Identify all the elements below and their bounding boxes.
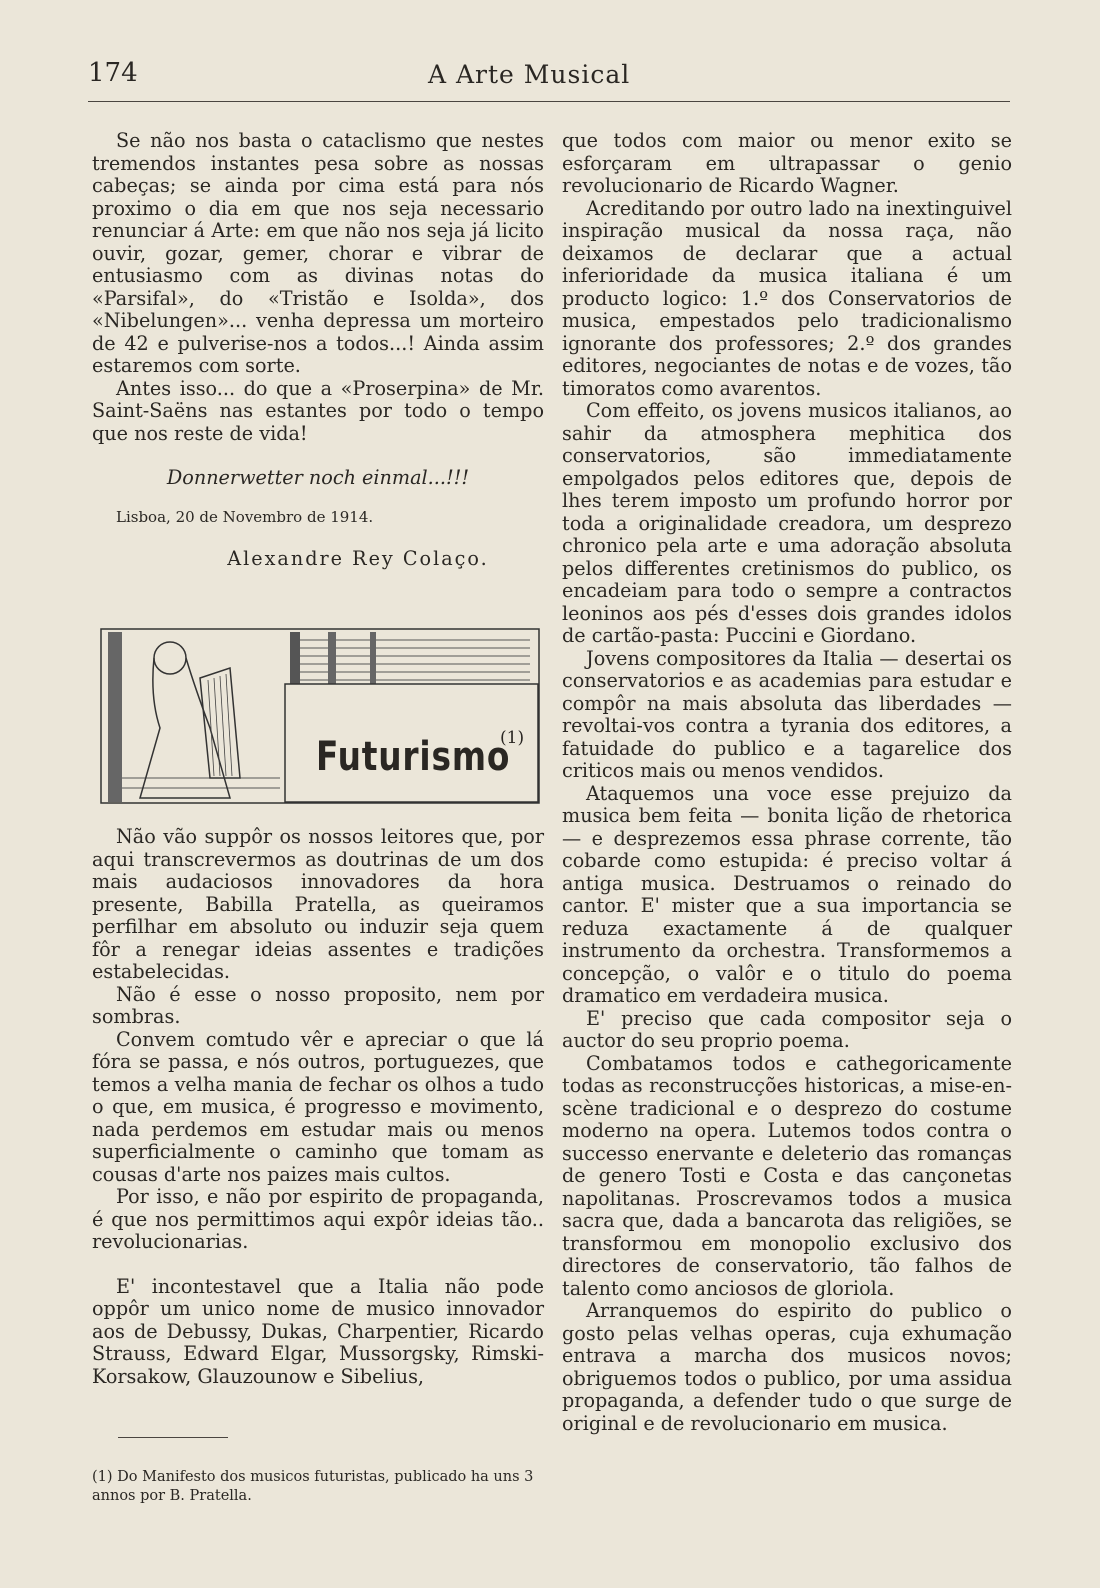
paragraph: Arranquemos do espirito do publico o gosto pelas velhas operas, cuja exhumação entrava a marcha dos musicos novos; obriguemos todos o publico, por uma assidua propaganda, a defender tudo o que surge de original e de revolucionario em musica. xyxy=(562,1299,1012,1435)
paragraph: Se não nos basta o cataclismo que nestes tremendos instantes pesa sobre as nossas cabeças; se ainda por cima está para nós proximo o dia em que nos seja necessario renunciar á Arte: em que não nos seja já licito ouvir, gozar, gemer, chorar e vibrar de entusiasmo com as divinas notas do «Parsifal», do «Tristão e Isolda», dos «Nibelungen»... venha depressa um morteiro de 42 e pulverise-nos a todos...! Ainda assim estaremos com sorte. xyxy=(92,129,544,377)
exclamation: Donnerwetter noch einmal...!!! xyxy=(166,466,470,489)
paragraph: Não é esse o nosso proposito, nem por sombras. xyxy=(92,982,544,1028)
paragraph: Não vão suppôr os nossos leitores que, por aqui transcrevermos as doutrinas de um dos mais audaciosos innovadores da hora presente, Babilla Pratella, as queiramos perfilhar em absoluto ou induzir seja quem fôr a renegar ideias assentes e tradições estabelecidas. xyxy=(92,825,544,983)
dateline: Lisboa, 20 de Novembro de 1914. xyxy=(116,507,374,526)
header-rule xyxy=(88,101,1010,102)
paragraph: Combatamos todos e cathegoricamente todas as reconstrucções historicas, a mise-en-scène tradicional e o desprezo do costume moderno na opera. Lutemos todos contra o successo enervante e deleterio das romanças de genero Tosti e Costa e das cançonetas napolitanas. Proscrevamos todos a musica sacra que, dada a bancarota das religiões, se transformou em monopolio exclusivo dos directores de conservatorio, tão falhos de talento como anciosos de gloriola. xyxy=(562,1051,1012,1300)
paragraph: Antes isso... do que a «Proserpina» de Mr. Saint-Saëns nas estantes por todo o tempo que nos reste de vida! xyxy=(92,376,544,445)
author-signature: Alexandre Rey Colaço. xyxy=(227,547,489,570)
paragraph: Ataquemos una voce esse prejuizo da musica bem feita — bonita lição de rhetorica — e desprezemos essa phrase corrente, tão cobarde como estupida: é preciso voltar á antiga musica. Destruamos o reinado do cantor. E' mister que a sua importancia se reduza exactamente á de qualquer instrumento da orchestra. Transformemos a concepção, o valôr e o titulo do poema dramatico em verdadeira musica. xyxy=(562,781,1012,1007)
paragraph: E' preciso que cada compositor seja o auctor do seu proprio poema. xyxy=(562,1006,1012,1052)
left-column-bottom xyxy=(92,826,544,1388)
page-number: 174 xyxy=(88,58,138,88)
paragraph: que todos com maior ou menor exito se esforçaram em ultrapassar o genio revolucionario de Ricardo Wagner. xyxy=(562,129,1012,197)
paragraph: Convem comtudo vêr e apreciar o que lá fóra se passa, e nós outros, portuguezes, que temos a velha mania de fechar os olhos a tudo o que, em musica, é progresso e movimento, nada perdemos em estudar mais ou menos superficialmente o caminho que tomam as cousas d'arte nos paizes mais cultos. xyxy=(92,1027,544,1186)
right-column xyxy=(562,130,1012,1435)
footnote-rule xyxy=(118,1437,228,1438)
footnote: (1) Do Manifesto dos musicos futuristas, publicado ha uns 3 annos por B. Pratella. xyxy=(92,1469,534,1504)
paragraph: Acreditando por outro lado na inextinguivel inspiração musical da nossa raça, não deixamos de declarar que a actual inferioridade da musica italiana é um producto logico: 1.º dos Conservatorios de musica, empestados pelo tradicionalismo ignorante dos professores; 2.º dos grandes editores, negociantes de notas e de vozes, tão timoratos como avarentos. xyxy=(562,196,1012,400)
left-column-top xyxy=(92,130,544,571)
footnote-mark: (1) xyxy=(500,728,525,748)
running-title: A Arte Musical xyxy=(428,60,631,89)
paragraph: Com effeito, os jovens musicos italianos, ao sahir da atmosphera mephitica dos conservatorios, são immediatamente empolgados pelos editores que, depois de lhes terem imposto um profundo horror por toda a originalidade creadora, um desprezo chronico pela arte e uma adoração absoluta pelos differentes cretinismos do publico, os encadeiam para todo o sempre a contractos leoninos aos pés d'esses dois grandes idolos de cartão-pasta: Puccini e Giordano. xyxy=(562,399,1012,647)
paragraph: Por isso, e não por espirito de propaganda, é que nos permittimos aqui expôr ideias tão.. revolucionarias. xyxy=(92,1185,544,1253)
section-title: Futurismo xyxy=(316,734,511,780)
paragraph: Jovens compositores da Italia — desertai os conservatorios e as academias para estudar e compôr na mais absoluta das liberdades — revoltai-vos contra a tyrania dos editores, a fatuidade do publico e a tagarelice dos criticos mais ou menos vendidos. xyxy=(562,646,1012,782)
paragraph: E' incontestavel que a Italia não pode oppôr um unico nome de musico innovador aos de Debussy, Dukas, Charpentier, Ricardo Strauss, Edward Elgar, Mussorgsky, Rimski-Korsakow, Glauzounow e Sibelius, xyxy=(92,1274,544,1388)
